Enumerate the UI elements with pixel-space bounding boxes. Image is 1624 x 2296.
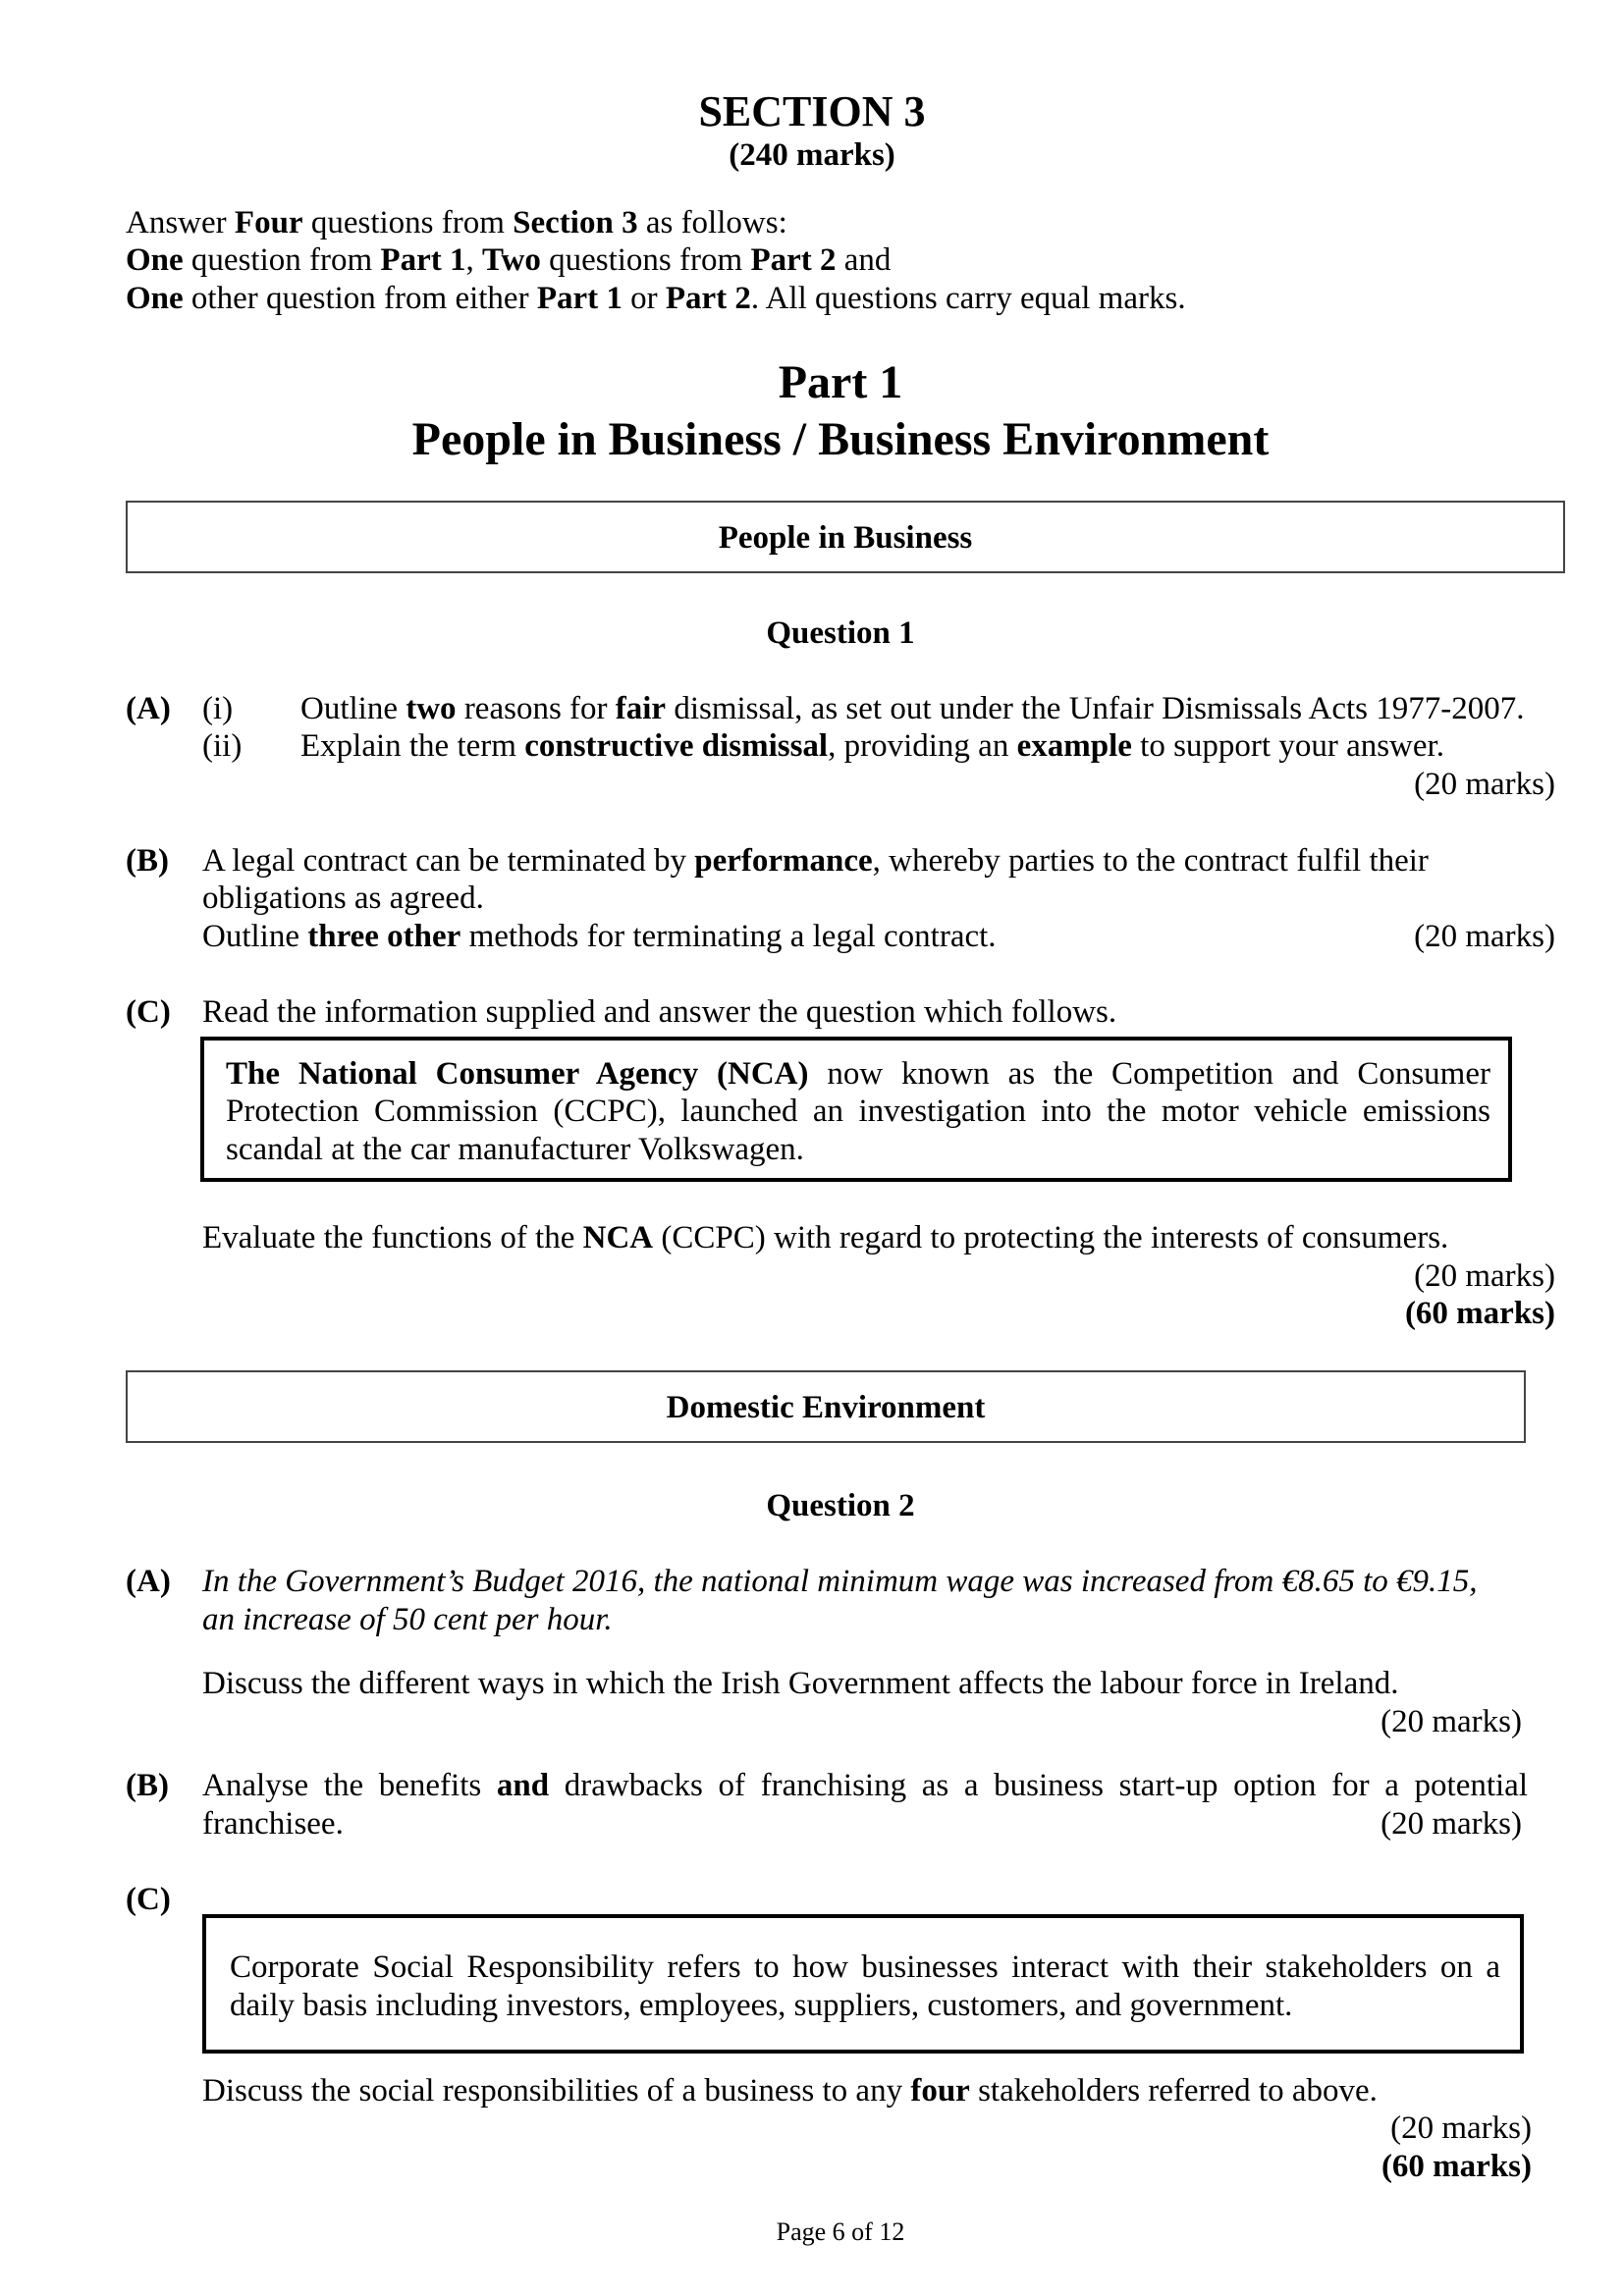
q2-c-question: Discuss the social responsibilities of a business to any four stakeholders referred to above. xyxy=(202,2073,1378,2109)
section-title: SECTION 3 xyxy=(698,87,926,135)
q2-b-marks: (20 marks) xyxy=(1380,1806,1522,1842)
q1-a-ii-number: (ii) xyxy=(202,728,243,764)
part-title: Part 1 xyxy=(778,356,903,408)
q2-a-marks: (20 marks) xyxy=(1380,1704,1522,1739)
q2-a-label: (A) xyxy=(126,1564,171,1599)
q2-a-line-2: an increase of 50 cent per hour. xyxy=(202,1602,613,1637)
question-1-heading: Question 1 xyxy=(766,615,915,651)
question-2-heading: Question 2 xyxy=(766,1488,915,1523)
q1-c-box-line-2: Protection Commission (CCPC), launched an investigation into the motor vehicle emissions xyxy=(226,1094,1490,1129)
q2-c-label: (C) xyxy=(126,1882,171,1917)
instructions-line-3: One other question from either Part 1 or Part 2. All questions carry equal marks. xyxy=(126,281,1186,316)
q2-c-info-box xyxy=(202,1914,1524,2054)
topic-title: People in Business xyxy=(718,520,973,556)
q2-c-box-line-2: daily basis including investors, employees, suppliers, customers, and government. xyxy=(230,1988,1293,2023)
topic-box-domestic-environment xyxy=(126,1370,1526,1443)
q2-a-question: Discuss the different ways in which the Irish Government affects the labour force in Ireland. xyxy=(202,1666,1399,1701)
q1-b-line-3: Outline three other methods for terminating a legal contract. xyxy=(202,919,997,954)
section-marks: (240 marks) xyxy=(729,137,895,173)
q1-c-box-line-3: scandal at the car manufacturer Volkswagen. xyxy=(226,1132,804,1167)
q1-c-box-line-1: The National Consumer Agency (NCA) now known as the Competition and Consumer xyxy=(226,1056,1490,1092)
topic-box-people-in-business xyxy=(126,501,1565,573)
q1-c-label: (C) xyxy=(126,994,171,1030)
q1-a-i-text: Outline two reasons for fair dismissal, as set out under the Unfair Dismissals Acts 1977-2007. xyxy=(300,691,1525,726)
q2-b-line-1: Analyse the benefits and drawbacks of franchising as a business start-up option for a potential xyxy=(202,1768,1528,1803)
q2-total-marks: (60 marks) xyxy=(1380,2149,1532,2184)
q1-total-marks: (60 marks) xyxy=(1404,1296,1555,1331)
q2-c-box-line-1: Corporate Social Responsibility refers to how businesses interact with their stakeholders on a xyxy=(230,1949,1500,1985)
q1-a-i-number: (i) xyxy=(202,691,234,726)
q1-b-line-1: A legal contract can be terminated by performance, whereby parties to the contract fulfil their xyxy=(202,843,1429,879)
instructions-line-2: One question from Part 1, Two questions from Part 2 and xyxy=(126,242,892,278)
q1-b-label: (B) xyxy=(126,843,169,879)
q2-c-marks: (20 marks) xyxy=(1390,2110,1532,2146)
q1-b-marks: (20 marks) xyxy=(1414,919,1555,954)
topic-title: Domestic Environment xyxy=(666,1390,986,1425)
q1-c-info-box xyxy=(200,1037,1512,1182)
page-number: Page 6 of 12 xyxy=(776,2217,905,2246)
q1-c-marks: (20 marks) xyxy=(1414,1258,1555,1294)
q1-a-label: (A) xyxy=(126,691,171,726)
q2-b-label: (B) xyxy=(126,1768,169,1803)
q2-b-line-2: franchisee. xyxy=(202,1806,344,1842)
instructions-line-1: Answer Four questions from Section 3 as follows: xyxy=(126,205,787,240)
q1-c-intro: Read the information supplied and answer the question which follows. xyxy=(202,994,1117,1030)
q2-a-line-1: In the Government’s Budget 2016, the national minimum wage was increased from €8.65 to €9.15, xyxy=(202,1564,1478,1599)
q1-c-question: Evaluate the functions of the NCA (CCPC) with regard to protecting the interests of consumers. xyxy=(202,1220,1449,1255)
q1-a-ii-text: Explain the term constructive dismissal, providing an example to support your answer. xyxy=(300,728,1444,764)
part-subtitle: People in Business / Business Environment xyxy=(411,413,1270,465)
q1-b-line-2: obligations as agreed. xyxy=(202,881,484,916)
q1-a-marks: (20 marks) xyxy=(1414,767,1555,802)
